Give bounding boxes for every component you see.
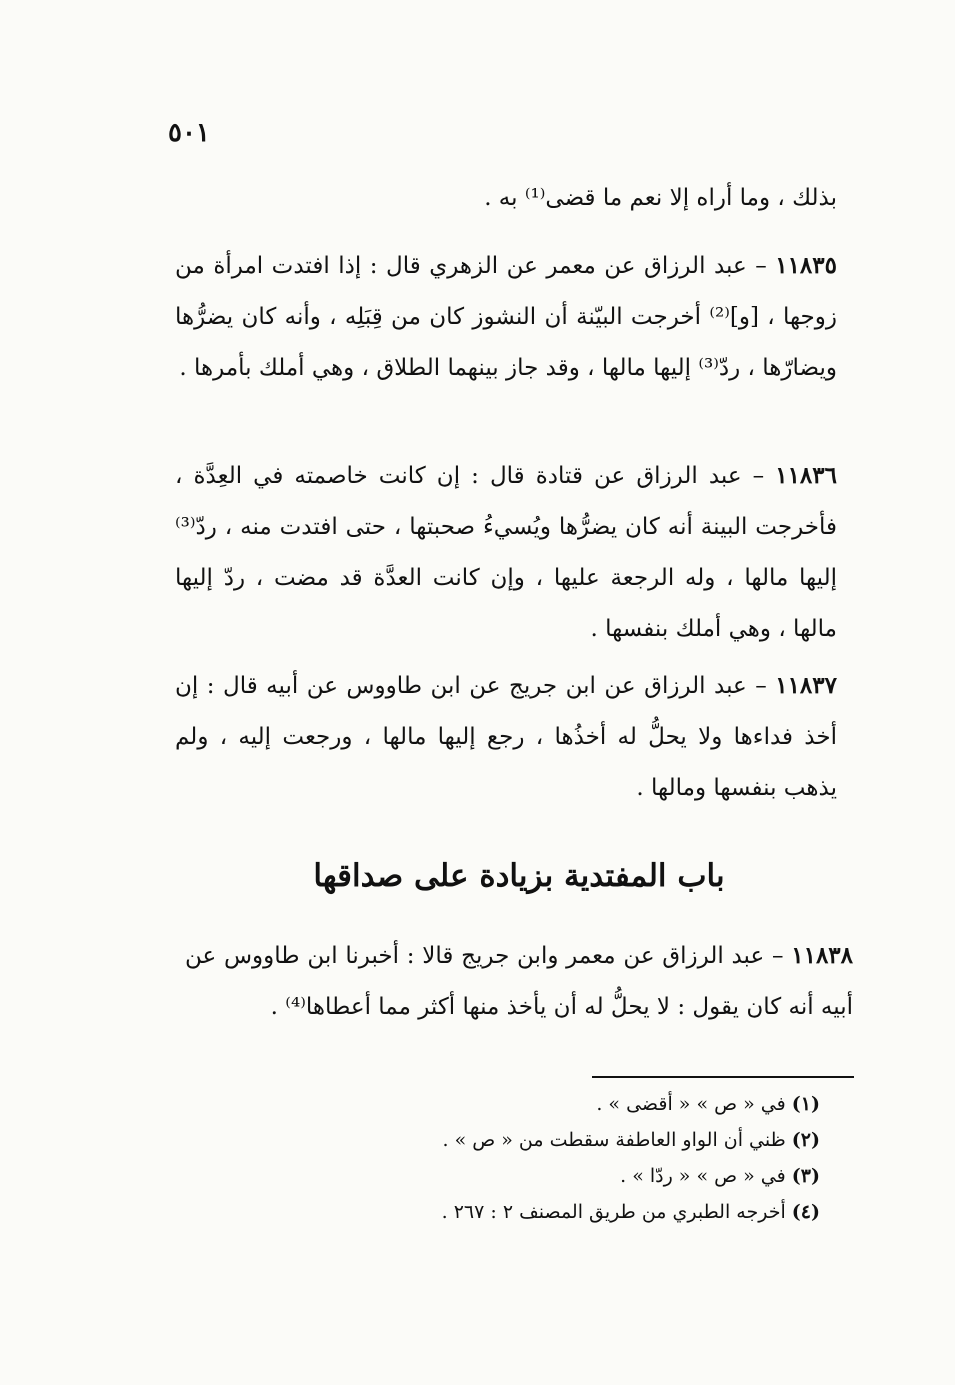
hadith-number: ١١٨٣٨ bbox=[791, 942, 854, 969]
footnotes-list bbox=[300, 1086, 820, 1230]
paragraph-continuation bbox=[175, 173, 837, 224]
hadith-number: ١١٨٣٧ bbox=[775, 672, 837, 699]
footnote-label: (١) bbox=[791, 1093, 820, 1115]
hadith-paragraph bbox=[185, 930, 853, 1033]
hadith-text: – عبد الرزاق عن ابن جريج عن ابن طاووس عن أبيه قال : إن أخذ فداءها ولا يحلُّ له أخذُها ، رجع إليها مالها ، ورجعت إليه ، ولم يذهب بنفسها ومالها . bbox=[175, 673, 837, 801]
footnote-text: ظني أن الواو العاطفة سقطت من « ص » . bbox=[442, 1129, 786, 1151]
hadith-paragraph bbox=[175, 660, 837, 814]
hadith-text: – عبد الرزاق عن قتادة قال : إن كانت خاصمته في العِدَّة ، فأخرجت البينة أنه كان يضرُّها ويُسيءُ صحبتها ، حتى افتدت منه ، ردّ⁽³⁾ إليها مالها ، وله الرجعة عليها ، وإن كانت العدَّة قد مضت ، ردّ إليها مالها ، وهي أملك بنفسها . bbox=[175, 463, 837, 642]
footnote-label: (٢) bbox=[791, 1129, 820, 1151]
footnote bbox=[300, 1122, 820, 1158]
footnote bbox=[300, 1194, 820, 1230]
footnote-text: في « ص » « ردّا » . bbox=[620, 1165, 786, 1187]
footnote-text: في « ص » « أقضى » . bbox=[596, 1093, 786, 1115]
hadith-paragraph bbox=[175, 240, 837, 394]
hadith-number: ١١٨٣٦ bbox=[775, 462, 837, 489]
footnote bbox=[300, 1086, 820, 1122]
paragraph-text: بذلك ، وما أراه إلا نعم ما قضى⁽¹⁾ به . bbox=[484, 185, 837, 211]
footnote-text: أخرجه الطبري من طريق المصنف ٢ : ٢٦٧ . bbox=[441, 1201, 786, 1223]
chapter-heading: باب المفتدية بزيادة على صداقها bbox=[313, 858, 725, 894]
footnote-divider bbox=[592, 1076, 854, 1078]
footnote-label: (٤) bbox=[791, 1201, 820, 1223]
hadith-number: ١١٨٣٥ bbox=[775, 252, 837, 279]
page-number: ٥٠١ bbox=[168, 118, 210, 148]
hadith-text: – عبد الرزاق عن معمر عن الزهري قال : إذا افتدت امرأة من زوجها ، [و]⁽²⁾ أخرجت البيّنة أن النشوز كان من قِبَلِه ، وأنه كان يضرُّها ويضارّها ، ردّ⁽³⁾ إليها مالها ، وقد جاز بينهما الطلاق ، وهي أملك بأمرها . bbox=[175, 253, 837, 381]
hadith-paragraph bbox=[175, 450, 837, 655]
hadith-text: – عبد الرزاق عن معمر وابن جريج قالا : أخبرنا ابن طاووس عن أبيه أنه كان يقول : لا يحلُّ له أن يأخذ منها أكثر مما أعطاها⁽⁴⁾ . bbox=[185, 943, 853, 1020]
footnote-label: (٣) bbox=[791, 1165, 820, 1187]
footnote bbox=[300, 1158, 820, 1194]
